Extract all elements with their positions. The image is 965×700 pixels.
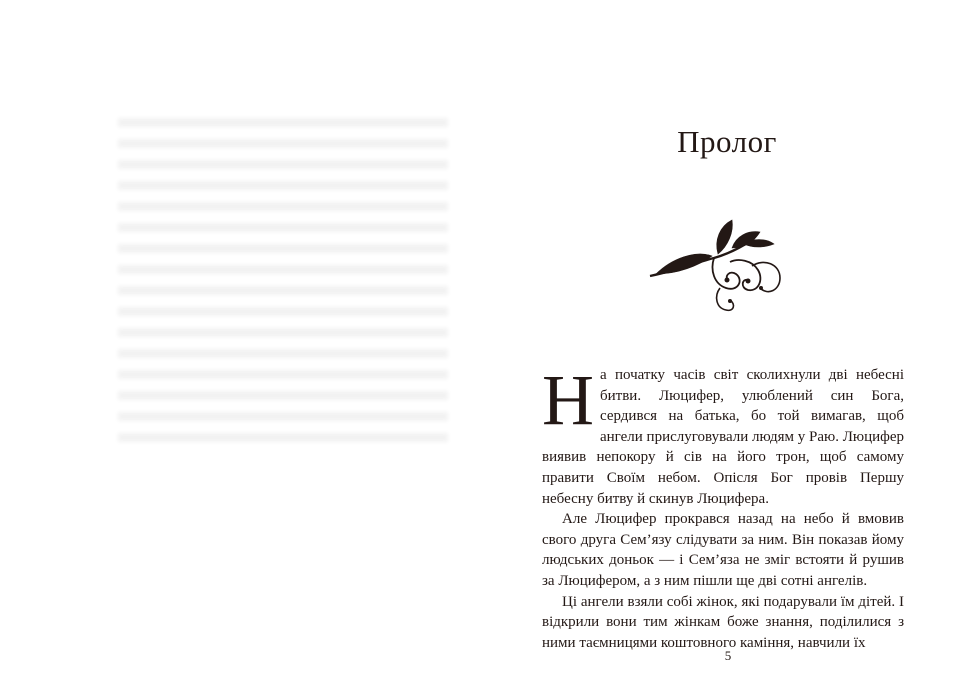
drop-cap: Н bbox=[542, 360, 594, 440]
chapter-body bbox=[542, 360, 905, 653]
chapter-title: Пролог bbox=[677, 124, 777, 159]
page-number: 5 bbox=[724, 648, 732, 663]
paragraph-3: Ці ангели взяли собі жінок, які подарували їм дітей. І відкрили вони тим жінкам боже знання, поділилися з ними таємницями коштовного каміння, навчили їх bbox=[542, 593, 904, 651]
bleed-through-shadow bbox=[118, 112, 448, 442]
paragraph-2: Але Люцифер прокрався назад на небо й вмовив свого друга Сем’язу слідувати за ним. Він показав йому людських доньок — і Сем’яза не зміг встояти й рушив за Люцифером, а з ним пішли ще дві сотні ангелів. bbox=[542, 511, 904, 589]
floral-ornament-icon bbox=[648, 218, 782, 313]
paragraph-1-text: а початку часів світ сколихнули дві небесні битви. Люцифер, улюблений син Бога, сердився на батька, бо той вимагав, щоб ангели прислуговували людям у Раю. Люцифер виявив непокору й сів на його трон, щоб самому правити Своїм небом. Опісля Бог провів Першу небесну битву й скинув Люцифера. bbox=[542, 367, 905, 507]
left-page bbox=[0, 0, 482, 700]
right-page bbox=[482, 0, 965, 700]
paragraph-1 bbox=[542, 360, 905, 509]
